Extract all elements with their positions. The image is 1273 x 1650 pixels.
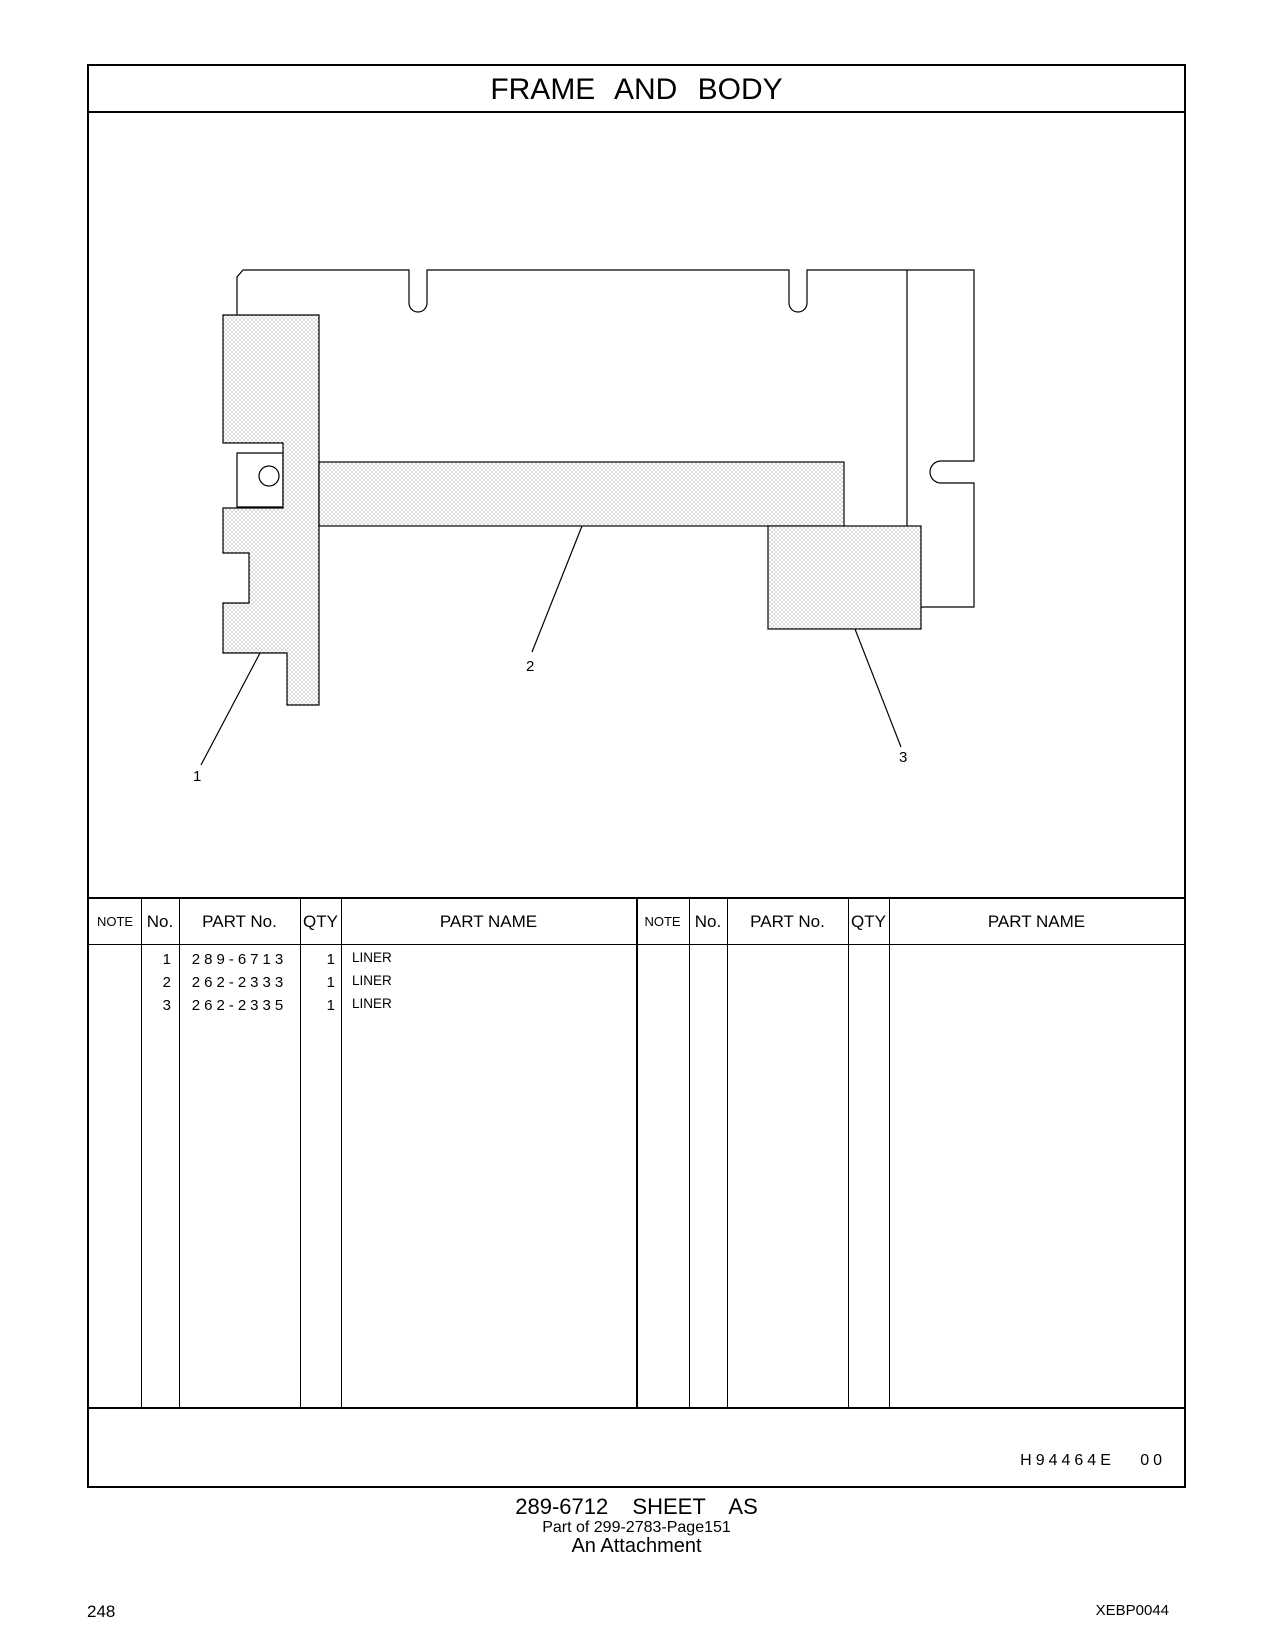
header-note-right: NOTE — [644, 914, 681, 929]
page-number: 248 — [87, 1602, 116, 1621]
row-qty: 1 — [326, 997, 335, 1014]
header-no-right: No. — [694, 912, 722, 931]
parts-table — [89, 897, 1184, 1409]
caption-line-3: An Attachment — [571, 1535, 702, 1557]
header-no: No. — [146, 912, 174, 931]
row-part-no: 262-2335 — [191, 997, 288, 1014]
callout-3: 3 — [899, 749, 908, 766]
row-no: 3 — [162, 997, 171, 1014]
row-no: 2 — [162, 974, 171, 991]
header-note: NOTE — [96, 914, 134, 929]
parts-sheet-frame — [87, 64, 1186, 1488]
header-part-no: PART No. — [202, 912, 277, 931]
drawing-code: H94464E 00 — [1020, 1452, 1166, 1469]
row-part-name: LINER — [352, 996, 392, 1011]
header-part-name: PART NAME — [439, 912, 538, 931]
header-qty-right: QTY — [851, 912, 886, 931]
parts-drawing — [89, 113, 1184, 897]
row-qty: 1 — [326, 974, 335, 991]
callout-2: 2 — [526, 658, 535, 675]
mounting-hole — [259, 466, 279, 486]
part-1-liner — [223, 315, 319, 705]
row-part-name: LINER — [352, 950, 392, 965]
row-part-name: LINER — [352, 973, 392, 988]
caption-line-1: 289-6712 SHEET AS — [515, 1494, 758, 1519]
header-qty: QTY — [303, 912, 338, 931]
row-no: 1 — [162, 951, 171, 968]
part-2-liner — [319, 462, 844, 526]
header-part-name-right: PART NAME — [987, 912, 1086, 931]
callout-1: 1 — [193, 768, 202, 785]
header-part-no-right: PART No. — [750, 912, 825, 931]
document-code: XEBP0044 — [1095, 1602, 1169, 1619]
caption-line-2: Part of 299-2783-Page151 — [542, 1519, 731, 1536]
row-part-no: 289-6713 — [191, 951, 288, 968]
part-3-liner — [768, 526, 921, 629]
row-part-no: 262-2333 — [191, 974, 288, 991]
page-title: FRAME AND BODY — [89, 66, 1184, 113]
row-qty: 1 — [326, 951, 335, 968]
